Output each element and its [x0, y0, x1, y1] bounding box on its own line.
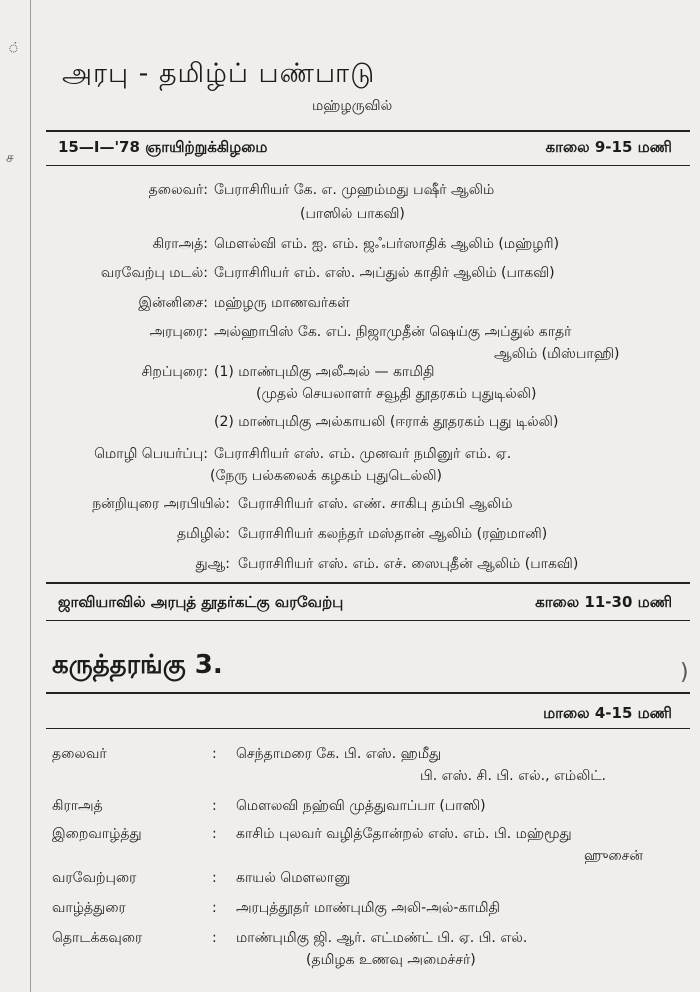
document-subtitle: மஹ்ழருவில் — [312, 98, 393, 114]
row-label-welcome: வரவேற்புரை — [52, 870, 137, 886]
row-colon: : — [212, 798, 217, 814]
row-value: காயல் மௌலானு — [236, 870, 351, 886]
row-colon: : — [212, 870, 217, 886]
row-value: (பாஸில் பாகவி) — [300, 206, 405, 222]
divider — [46, 620, 690, 621]
row-label-qiraat: கிராஅத்: — [152, 236, 208, 252]
row-label-chair: தலைவர்: — [148, 182, 208, 198]
row-label-music: இன்னிசை: — [138, 295, 208, 311]
row-value: (2) மாண்புமிகு அல்காயலி (ஈராக் தூதரகம் புது டில்லி) — [214, 414, 559, 430]
row-value: மௌல்வி எம். ஐ. எம். ஜஃபர்ஸாதிக் ஆலிம் (மஹ்ழரி) — [214, 236, 560, 252]
seminar-time: மாலை 4-15 மணி — [543, 704, 672, 722]
divider — [46, 165, 690, 166]
row-label-opening: தொடக்கவுரை — [52, 930, 143, 946]
row-label-thanks-arabic: நன்றியுரை அரபியில்: — [92, 496, 230, 512]
margin-mark: ) — [680, 660, 689, 685]
row-value: பேராசிரியர் கே. எ. முஹம்மது பஷீர் ஆலிம் — [214, 182, 495, 198]
row-value: பேராசிரியர் எம். எஸ். அப்துல் காதிர் ஆலிம் (பாகவி) — [214, 265, 555, 281]
row-colon: : — [212, 900, 217, 916]
row-label-arabic-speech: அரபுரை: — [149, 324, 208, 340]
row-value: பேராசிரியர் எஸ். எம். எச். ஸைபுதீன் ஆலிம் (பாகவி) — [238, 556, 579, 572]
row-value: (தமிழக உணவு அமைச்சர்) — [306, 952, 476, 968]
reception-text: ஜாவியாவில் அரபுத் தூதர்கட்கு வரவேற்பு — [58, 593, 344, 611]
row-value: (முதல் செயலாளர் சவூதி தூதரகம் புதுடில்லி) — [256, 386, 537, 402]
row-value: பேராசிரியர் எஸ். எண். சாகிபு தம்பி ஆலிம் — [238, 496, 513, 512]
row-value: மௌலவி நஹ்வி முத்துவாப்பா (பாஸி) — [236, 798, 486, 814]
seminar-title: கருத்தரங்கு 3. — [52, 650, 223, 680]
divider — [46, 582, 690, 584]
row-value: பேராசிரியர் எஸ். எம். முனவர் நமினுர் எம். ஏ. — [214, 446, 512, 462]
row-value: பி. எஸ். சி. பி. எல்., எம்லிட். — [420, 768, 607, 784]
row-label-special-speech: சிறப்புரை: — [141, 364, 208, 380]
divider — [46, 692, 690, 694]
row-value: மஹ்ழரு மாணவர்கள் — [214, 295, 350, 311]
row-value: செந்தாமரை கே. பி. எஸ். ஹமீது — [236, 746, 442, 762]
row-value: ஆலிம் (மிஸ்பாஹி) — [494, 346, 620, 362]
row-colon: : — [212, 746, 217, 762]
row-value: (1) மாண்புமிகு அலீஅல் — காமிதி — [214, 364, 435, 380]
divider — [46, 130, 690, 132]
divider — [46, 728, 690, 729]
session-time: காலை 9-15 மணி — [545, 138, 672, 156]
row-label-greeting: வாழ்த்துரை — [52, 900, 126, 916]
session-date: 15—I—'78 ஞாயிற்றுக்கிழமை — [58, 138, 268, 156]
row-value: மாண்புமிகு ஜி. ஆர். எட்மண்ட் பி. ஏ. பி. எல். — [236, 930, 528, 946]
row-label-welcome: வரவேற்பு மடல்: — [100, 265, 208, 281]
row-colon: : — [212, 826, 217, 842]
row-label-thanks-tamil: தமிழில்: — [176, 526, 230, 542]
document-title: அரபு - தமிழ்ப் பண்பாடு — [62, 58, 376, 89]
row-value: ஹுசைன் — [584, 848, 644, 864]
row-value: (நேரு பல்கலைக் கழகம் புதுடெல்லி) — [210, 468, 442, 484]
reception-time: காலை 11-30 மணி — [535, 593, 672, 611]
row-value: அல்ஹாபிஸ் கே. எப். நிஜாமுதீன் ஷெய்கு அப்துல் காதர் — [214, 324, 572, 340]
row-label-qiraat: கிராஅத் — [52, 798, 103, 814]
row-label-prayer: இறைவாழ்த்து — [52, 826, 142, 842]
binding-margin-line — [30, 0, 31, 992]
row-label-dua: துஆ: — [195, 556, 230, 572]
row-value: பேராசிரியர் கலந்தர் மஸ்தான் ஆலிம் (ரஹ்மானி) — [238, 526, 548, 542]
row-colon: : — [212, 930, 217, 946]
row-label-translation: மொழி பெயர்ப்பு: — [94, 446, 208, 462]
margin-mark: ் — [8, 40, 21, 56]
row-value: அரபுத்தூதர் மாண்புமிகு அலி-அல்-காமிதி — [236, 900, 500, 916]
row-label-chair: தலைவர் — [52, 746, 107, 762]
margin-mark: ச — [6, 150, 14, 166]
row-value: காசிம் புலவர் வழித்தோன்றல் எஸ். எம். பி. மஹ்மூது — [236, 826, 572, 842]
